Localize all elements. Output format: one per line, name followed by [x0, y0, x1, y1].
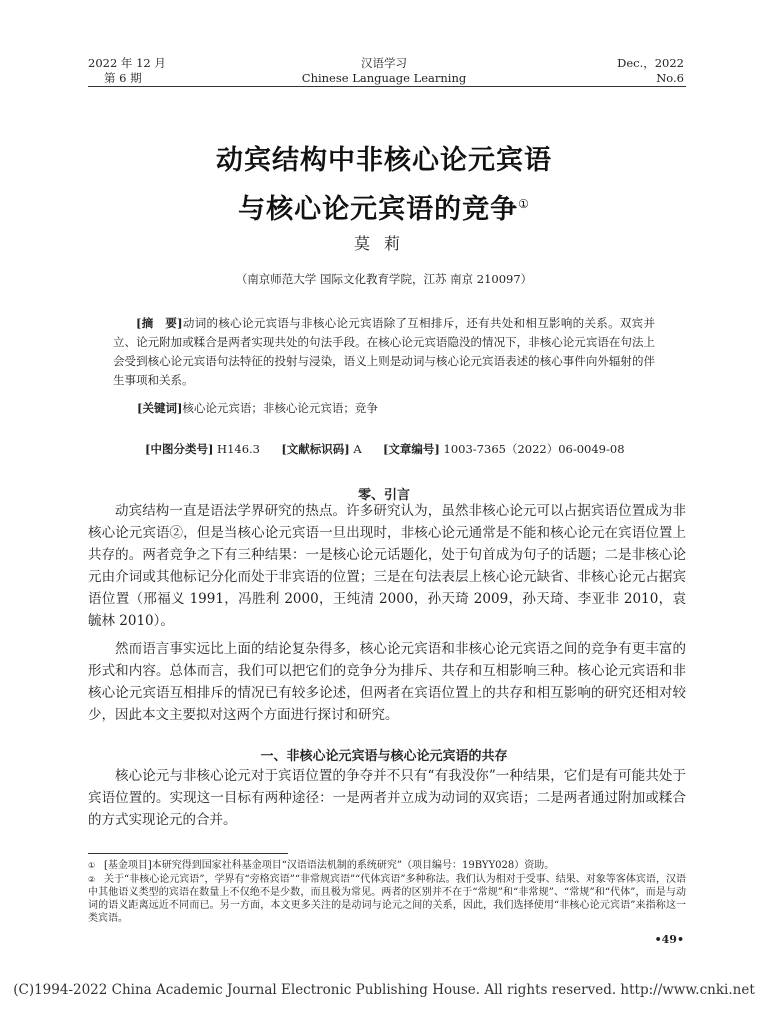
- issue-number-en: No.6: [656, 71, 684, 85]
- issue-number: 第 6 期: [104, 71, 142, 85]
- abstract: [113, 314, 655, 390]
- title-footnote-mark: ①: [518, 197, 530, 211]
- keywords: [137, 399, 657, 418]
- footnote-2-text: 关于“非核心论元宾语”，学界有“旁格宾语”“非常规宾语”“代体宾语”多种称法。我们认为相对于受事、结果、对象等客体宾语，汉语中其他语义类型的宾语在数量上不仅绝不是少数，而且极为常见。两者的区别并不在于“常规”和“非常规”、“常规”和“代体”，而是与动词的语义距离远近不同而已。另一方面，本文更多关注的是动词与论元之间的关系，因此，我们选择使用“非核心论元宾语”来指称这一类宾语。: [88, 874, 686, 924]
- footnote-1: [88, 859, 686, 872]
- classification-line: [145, 441, 665, 457]
- issue-date: 2022 年 12 月: [88, 56, 166, 70]
- title-line2-text: 与核心论元宾语的竞争: [238, 194, 519, 225]
- title-line1: 动宾结构中非核心论元宾语: [216, 145, 552, 176]
- title-line2: [0, 184, 768, 230]
- intro-paragraph-2: 然而语言事实远比上面的结论复杂得多，核心论元宾语和非核心论元宾语之间的竞争有更丰富的形式和内容。总体而言，我们可以把它们的竞争分为排斥、共存和互相影响三种。核心论元宾语和非核心论元宾语互相排斥的情况已有较多论述，但两者在宾语位置上的共存和相互影响的研究还相对较少，因此本文主要拟对这两个方面进行探讨和研究。: [88, 641, 686, 723]
- affiliation: （南京师范大学 国际文化教育学院，江苏 南京 210097）: [235, 272, 533, 286]
- doc-code-label: [文献标识码]: [281, 442, 350, 456]
- article-number-label: [文章编号]: [382, 442, 440, 456]
- abstract-text: 动词的核心论元宾语与非核心论元宾语除了互相排斥，还有共处和相互影响的关系。双宾并立、论元附加或糅合是两者实现共处的句法手段。在核心论元宾语隐没的情况下，非核心论元宾语在句法上会受到核心论元宾语句法特征的投射与浸染，语义上则是动词与核心论元宾语表述的核心事件向外辐射的伴生事项和关系。: [113, 316, 655, 387]
- section1-paragraph-1: 核心论元与非核心论元对于宾语位置的争夺并不只有“有我没你”一种结果，它们是有可能共处于宾语位置的。实现这一目标有两种途径：一是两者并立成为动词的双宾语；二是两者通过附加或糅合的方式实现论元的合并。: [88, 768, 686, 828]
- intro-paragraph-1: 动宾结构一直是语法学界研究的热点。许多研究认为，虽然非核心论元可以占据宾语位置成为非核心论元宾语②，但是当核心论元宾语一旦出现时，非核心论元通常是不能和核心论元在宾语位置上共存的。两者竞争之下有三种结果：一是核心论元话题化，处于句首成为句子的话题；二是非核心论元由介词或其他标记分化而处于非宾语的位置；三是在句法表层上核心论元缺省、非核心论元占据宾语位置（邢福义 1991，冯胜利 2000，王纯清 2000，孙天琦 2009，孙天琦、李亚非 2010，袁毓林 2010）。: [88, 503, 686, 629]
- header-right: [617, 56, 684, 86]
- keywords-text: 核心论元宾语；非核心论元宾语；竞争: [182, 401, 378, 415]
- footnote-1-text: [基金项目]本研究得到国家社科基金项目“汉语语法机制的系统研究”（项目编号：19BYY028）资助。: [104, 860, 555, 871]
- section-heading-1: 一、非核心论元宾语与核心论元宾语的共存: [260, 749, 508, 764]
- section-heading-intro: 零、引言: [357, 488, 410, 503]
- issue-date-en: Dec.，2022: [617, 56, 684, 70]
- footnote-2: [88, 873, 686, 925]
- clc-value: H146.3: [217, 442, 260, 456]
- journal-name-cn: 汉语学习: [361, 56, 407, 70]
- article-number-value: 1003-7365（2022）06-0049-08: [443, 442, 625, 456]
- page-number: •49•: [654, 933, 684, 946]
- footnote-rule: [88, 853, 288, 854]
- journal-name-en: Chinese Language Learning: [301, 71, 467, 85]
- keywords-label: [关键词]: [137, 401, 183, 415]
- abstract-label: [摘 要]: [136, 316, 183, 330]
- doc-code-value: A: [353, 442, 362, 456]
- copyright-notice: (C)1994-2022 China Academic Journal Electronic Publishing House. All rights reserved. http://www.cnki.net: [13, 982, 755, 998]
- author: 莫莉: [353, 234, 414, 253]
- footnote-2-mark: ②: [88, 875, 96, 884]
- footnote-1-mark: ①: [88, 861, 96, 870]
- header-rule: [88, 86, 686, 87]
- clc-label: [中图分类号]: [145, 442, 214, 456]
